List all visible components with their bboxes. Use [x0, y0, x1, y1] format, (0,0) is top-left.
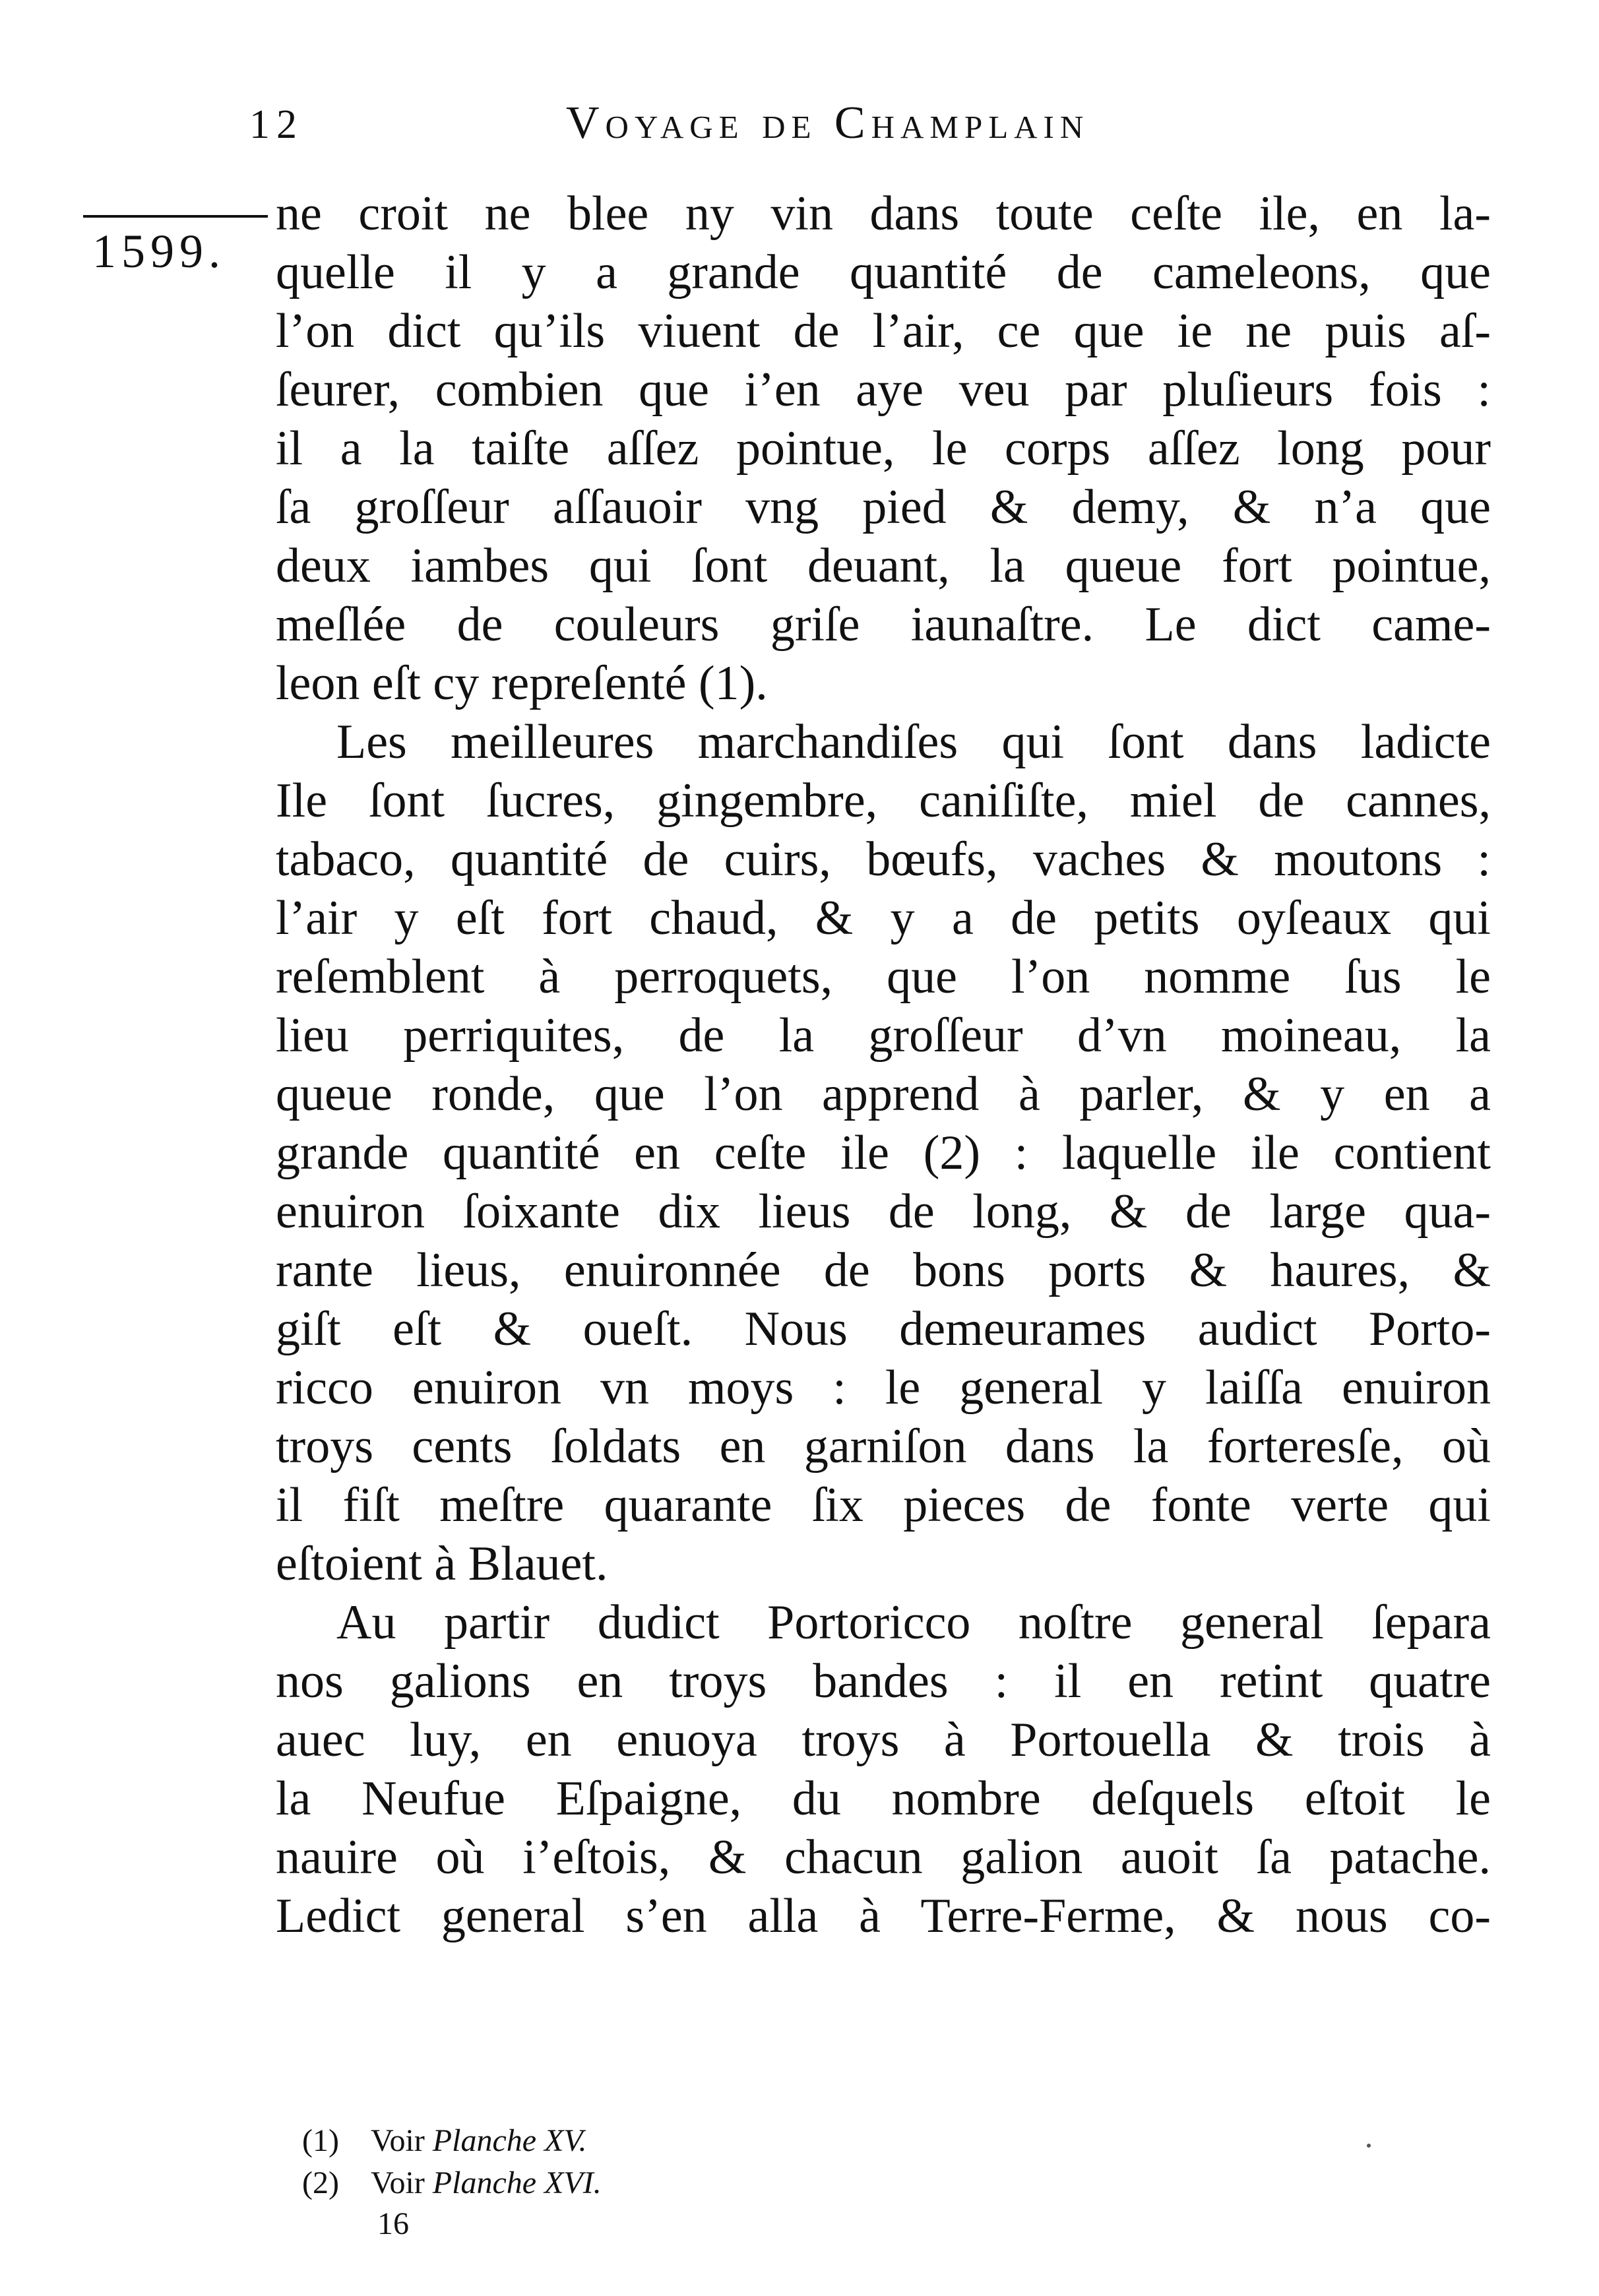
text-line: auec luy, en enuoya troys à Portouella & trois à — [276, 1713, 1491, 1767]
footnote — [302, 2162, 1094, 2204]
text-line: il a la taiſte aſſez pointue, le corps aſſez long pour — [276, 421, 1491, 476]
text-line: nos galions en troys bandes : il en retint quatre — [276, 1654, 1491, 1708]
footnote — [302, 2120, 1094, 2162]
ink-speck — [1367, 2144, 1371, 2148]
body-text — [276, 185, 1491, 1946]
text-line: reſemblent à perroquets, que l’on nomme ſus le — [276, 950, 1491, 1004]
text-line: grande quantité en ceſte ile (2) : laquelle ile contient — [276, 1126, 1491, 1180]
text-line: il fiſt meſtre quarante ſix pieces de fonte verte qui — [276, 1478, 1491, 1532]
text-line: Au partir dudict Portoricco noſtre general ſepara — [336, 1596, 1491, 1650]
text-line: meſlée de couleurs griſe iaunaſtre. Le dict came- — [276, 598, 1491, 652]
footnote-plate-ref: Planche XV. — [432, 2123, 587, 2158]
text-line: quelle il y a grande quantité de cameleons, que — [276, 245, 1491, 299]
text-line: l’air y eſt fort chaud, & y a de petits oyſeaux qui — [276, 891, 1491, 945]
running-head: Voyage de Champlain — [566, 98, 1090, 148]
text-line: troys cents ſoldats en garniſon dans la forteresſe, où — [276, 1419, 1491, 1474]
footnote-text: Voir — [371, 2165, 433, 2200]
text-line: la Neufue Eſpaigne, du nombre deſquels eſtoit le — [276, 1772, 1491, 1826]
margin-year: 1599. — [92, 225, 226, 278]
footnote-plate-ref: Planche XVI. — [432, 2165, 602, 2200]
footnotes — [302, 2120, 1094, 2204]
text-line: enuiron ſoixante dix lieus de long, & de large qua- — [276, 1185, 1491, 1239]
text-line: eſtoient à Blauet. — [276, 1537, 608, 1591]
text-line: rante lieus, enuironnée de bons ports & haures, & — [276, 1243, 1491, 1297]
text-line: Les meilleures marchandiſes qui ſont dans ladicte — [336, 715, 1491, 769]
footnote-text: Voir — [371, 2123, 433, 2158]
text-line: tabaco, quantité de cuirs, bœufs, vaches & moutons : — [276, 832, 1491, 886]
text-line: ne croit ne blee ny vin dans toute ceſte ile, en la- — [276, 187, 1491, 241]
text-line: Ile ſont ſucres, gingembre, caniſiſte, miel de cannes, — [276, 774, 1491, 828]
footnote-number: (1) — [302, 2123, 339, 2158]
text-line: ricco enuiron vn moys : le general y laiſſa enuiron — [276, 1361, 1491, 1415]
text-line: ſeurer, combien que i’en aye veu par pluſieurs fois : — [276, 363, 1491, 417]
text-line: giſt eſt & oueſt. Nous demeurames audict Porto- — [276, 1302, 1491, 1356]
margin-year-rule — [83, 215, 268, 218]
text-line: Ledict general s’en alla à Terre-Ferme, & nous co- — [276, 1889, 1491, 1943]
text-line: ſa groſſeur aſſauoir vng pied & demy, & n’a que — [276, 480, 1491, 534]
page-number: 12 — [249, 102, 303, 147]
text-line: leon eſt cy repreſenté (1). — [276, 656, 768, 710]
text-line: queue ronde, que l’on apprend à parler, & y en a — [276, 1067, 1491, 1121]
footnote-number: (2) — [302, 2165, 339, 2200]
text-line: nauire où i’eſtois, & chacun galion auoit ſa patache. — [276, 1830, 1491, 1884]
text-line: lieu perriquites, de la groſſeur d’vn moineau, la — [276, 1008, 1491, 1063]
text-line: deux iambes qui ſont deuant, la queue fort pointue, — [276, 539, 1491, 593]
signature-mark: 16 — [377, 2206, 409, 2241]
text-line: l’on dict qu’ils viuent de l’air, ce que ie ne puis aſ- — [276, 304, 1491, 358]
